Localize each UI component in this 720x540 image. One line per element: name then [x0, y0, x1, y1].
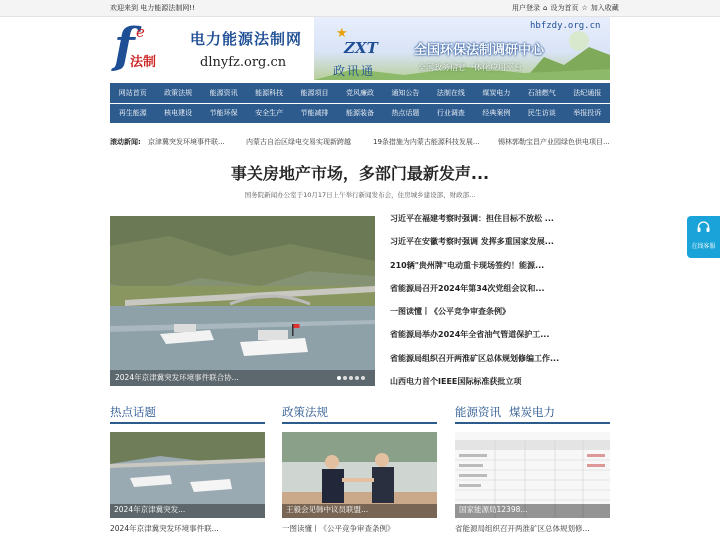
set-homepage-link[interactable]: 设为首页: [550, 4, 579, 12]
nav-item[interactable]: 节能环保: [209, 109, 238, 117]
zxt-logo: [320, 22, 390, 78]
slider-caption[interactable]: 2024年京津冀突发环境事件联合协...: [115, 373, 239, 382]
favorite-icon: ☆: [581, 4, 588, 12]
nav-item[interactable]: 热点话题: [391, 109, 420, 117]
slider-dot[interactable]: [349, 376, 353, 380]
news-list: [390, 212, 610, 398]
nav-item[interactable]: 再生能源: [118, 109, 147, 117]
nav-row-2: [110, 104, 610, 123]
slider-dot[interactable]: [337, 376, 341, 380]
news-item[interactable]: 习近平在福建考察时强调：担住目标不放松 ...: [390, 214, 554, 223]
top-links: [512, 0, 622, 17]
logo-letter: f: [114, 18, 135, 74]
ticker-item[interactable]: 京津冀突发环境事件联...: [148, 138, 225, 146]
nav-item[interactable]: 经典案例: [482, 109, 511, 117]
nav-item[interactable]: 举报投诉: [573, 109, 602, 117]
nav-item[interactable]: 煤炭电力: [482, 89, 511, 97]
headset-icon: [696, 220, 711, 235]
nav-item[interactable]: 网站首页: [118, 89, 147, 97]
nav-item[interactable]: 民生访谈: [527, 109, 556, 117]
nav-item[interactable]: 政策法规: [164, 89, 193, 97]
ticker-label: 滚动新闻:: [110, 138, 141, 146]
news-item[interactable]: 210辆"贵州牌"电动重卡现场签约！能源...: [390, 260, 545, 270]
nav-item[interactable]: 石油燃气: [527, 89, 556, 97]
slider-dot[interactable]: [343, 376, 347, 380]
section-image[interactable]: [282, 432, 437, 518]
home-icon: ⌂: [543, 4, 548, 12]
site-logo[interactable]: [110, 17, 310, 80]
section-divider: [282, 422, 437, 424]
section-image[interactable]: [455, 432, 610, 518]
section-image[interactable]: [110, 432, 265, 518]
login-link[interactable]: 用户登录: [512, 4, 540, 12]
nav-item[interactable]: 核电建设: [164, 109, 193, 117]
section-title[interactable]: 政策法规: [282, 405, 328, 419]
nav-item[interactable]: 党风廉政: [345, 89, 374, 97]
customer-service-button[interactable]: [687, 216, 720, 258]
section-image-caption: 2024年京津冀突发...: [114, 505, 186, 514]
slider-dot[interactable]: [361, 376, 365, 380]
image-slider[interactable]: [110, 216, 375, 386]
promo-banner[interactable]: [314, 17, 610, 80]
section-divider: [455, 422, 610, 424]
headline-subtitle: 国务院新闻办公室于10月17日上午举行新闻发布会，住房城乡建设部、财政部...: [244, 191, 476, 199]
logo-e: e: [136, 23, 145, 41]
promo-title: 全国环保法制调研中心: [414, 43, 545, 58]
nav-item[interactable]: 节能减排: [300, 109, 329, 117]
slider-photo: [110, 216, 375, 386]
section-link[interactable]: 2024年京津冀突发环境事件联...: [110, 524, 219, 533]
site-domain: dlnyfz.org.cn: [200, 55, 287, 70]
news-item[interactable]: 省能源局组织召开两淮矿区总体规划修编工作...: [390, 353, 560, 363]
headline-title[interactable]: 事关房地产市场，多部门最新发声...: [230, 164, 490, 183]
nav-item[interactable]: 能源装备: [345, 109, 374, 117]
section-image-caption: 王毅会见韩中议员联盟...: [286, 505, 369, 514]
news-item[interactable]: 省能源局召开2024年第34次党组会议和...: [390, 283, 545, 293]
add-favorite-link[interactable]: 加入收藏: [590, 4, 619, 12]
ticker-item[interactable]: 锡林郭勒宝昌产业园绿色供电项目...: [498, 138, 610, 146]
news-item[interactable]: 一图读懂丨《公平竞争审查条例》: [390, 307, 510, 317]
news-item[interactable]: 省能源局举办2024年全省油气管道保护工...: [390, 330, 550, 340]
news-item[interactable]: 习近平在安徽考察时强调 发挥多重国家发展...: [390, 237, 554, 247]
slider-dot[interactable]: [355, 376, 359, 380]
top-bar: [0, 0, 720, 17]
zxt-text: ZXT: [344, 39, 378, 57]
nav-item[interactable]: 安全生产: [255, 109, 284, 117]
zxt-sub: 政讯通: [333, 64, 376, 78]
nav-item[interactable]: 通知公告: [391, 89, 420, 97]
section-link[interactable]: 省能源局组织召开两淮矿区总体规划修...: [455, 524, 590, 533]
nav-item[interactable]: 法制在线: [436, 89, 465, 97]
welcome-text: 欢迎来到 电力能源法制网!!: [110, 4, 195, 12]
nav-item[interactable]: 能源资讯: [209, 89, 238, 97]
star-icon: ★: [336, 26, 348, 41]
ticker-item[interactable]: 19条措施为内蒙古能源科技发展...: [373, 138, 480, 146]
section-divider: [110, 422, 265, 424]
header-banner: [110, 17, 610, 80]
nav-row-1: [110, 83, 610, 103]
ticker-item[interactable]: 内蒙古自治区绿电交易实现新跨越: [246, 138, 351, 146]
news-item[interactable]: 山西电力首个IEEE国际标准获批立项: [390, 377, 522, 387]
promo-subtitle: 全国政务信息一体化应用平台: [418, 63, 522, 72]
promo-domain: hbfzdy.org.cn: [530, 21, 601, 31]
section-title[interactable]: 热点话题: [110, 405, 156, 419]
slider-dots: [337, 376, 365, 380]
section-link[interactable]: 一图读懂丨《公平竞争审查条例》: [282, 524, 395, 533]
nav-item[interactable]: 能源科技: [255, 89, 284, 97]
section-image-caption: 国家能源局12398...: [459, 505, 528, 514]
site-title: 电力能源法制网: [190, 30, 303, 48]
logo-sub: 法制: [130, 55, 157, 70]
main-nav: [110, 83, 610, 123]
section-title-2[interactable]: 煤炭电力: [509, 405, 555, 419]
customer-service-label: 在线客服: [691, 243, 716, 250]
nav-item[interactable]: 能源项目: [300, 89, 329, 97]
news-ticker: [110, 136, 610, 148]
nav-item[interactable]: 法纪通报: [573, 89, 602, 97]
section-title[interactable]: 能源资讯: [455, 405, 501, 419]
nav-item[interactable]: 行业调查: [436, 109, 465, 117]
